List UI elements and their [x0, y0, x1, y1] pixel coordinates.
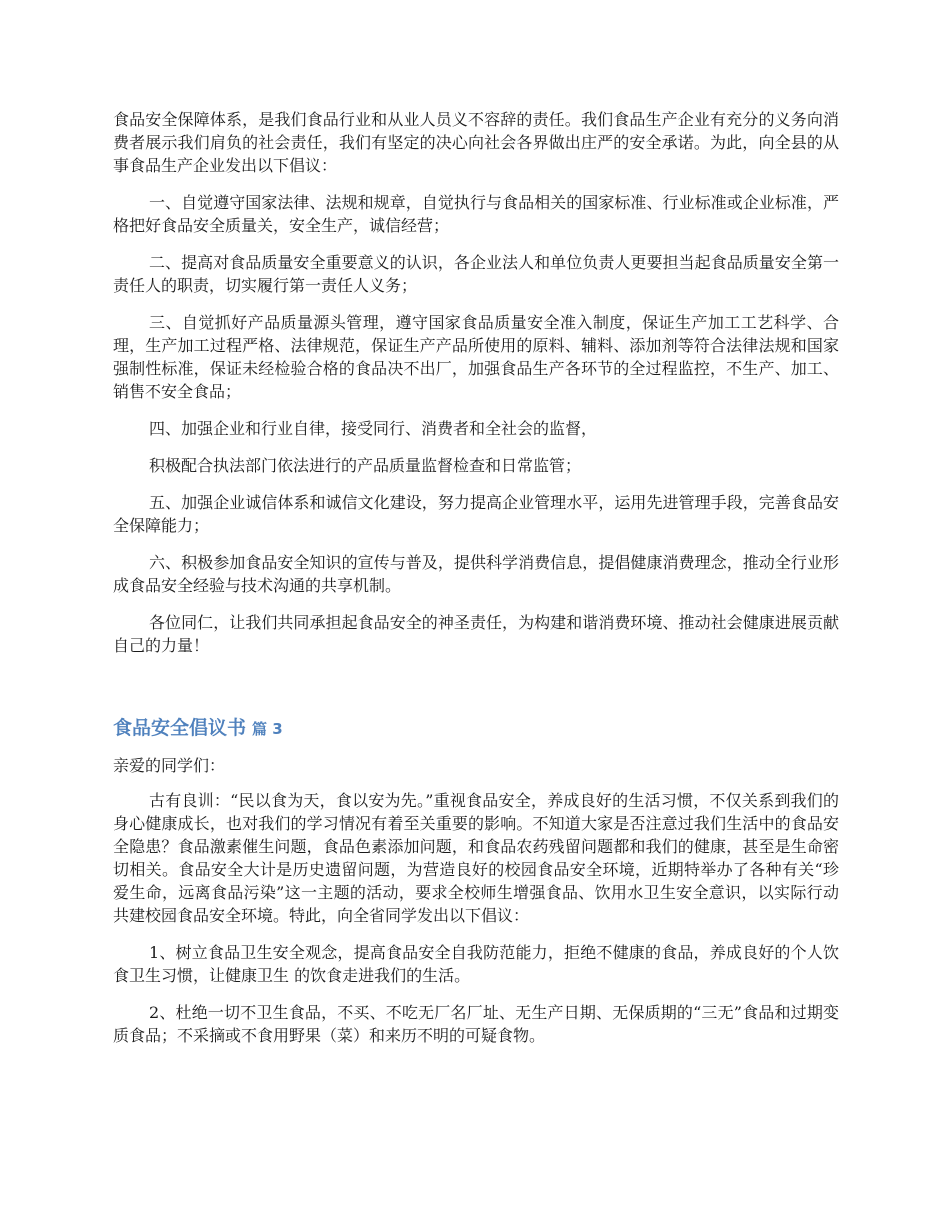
section3-heading-number: 篇 3: [252, 720, 283, 738]
section1-closing: 各位同仁，让我们共同承担起食品安全的神圣责任，为构建和谐消费环境、推动社会健康进展贡献自己的力量！: [113, 613, 839, 655]
section1-item-6: 六、积极参加食品安全知识的宣传与普及，提供科学消费信息，提倡健康消费理念，推动全行业形成食品安全经验与技术沟通的共享机制。: [113, 553, 839, 595]
section1-intro-paragraph: 食品安全保障体系，是我们食品行业和从业人员义不容辞的责任。我们食品生产企业有充分的义务向消费者展示我们肩负的社会责任，我们有坚定的决心向社会各界做出庄严的安全承诺。为此，向全县的从事食品生产企业发出以下倡议：: [113, 110, 839, 175]
section1-item-5: 五、加强企业诚信体系和诚信文化建设，努力提高企业管理水平，运用先进管理手段，完善食品安全保障能力；: [113, 493, 839, 535]
document-page: [113, 108, 839, 1047]
section1-item-1: 一、自觉遵守国家法律、法规和规章，自觉执行与食品相关的国家标准、行业标准或企业标准，严格把好食品安全质量关，安全生产，诚信经营；: [113, 193, 839, 235]
section3-heading-text: 食品安全倡议书: [113, 717, 247, 739]
section3-paragraph-2: 1、树立食品卫生安全观念，提高食品安全自我防范能力，拒绝不健康的食品，养成良好的个人饮食卫生习惯，让健康卫生 的饮食走进我们的生活。: [113, 943, 839, 985]
section1-item-4: 四、加强企业和行业自律，接受同行、消费者和全社会的监督，: [149, 419, 598, 438]
section1-item-3: 三、自觉抓好产品质量源头管理，遵守国家食品质量安全准入制度，保证生产加工工艺科学、合理，生产加工过程严格、法律规范，保证生产产品所使用的原料、辅料、添加剂等符合法律法规和国家强制性标准，保证未经检验合格的食品决不出厂，加强食品生产各环节的全过程监控，不生产、加工、销售不安全食品；: [113, 313, 839, 401]
section3-paragraph-3: 2、杜绝一切不卫生食品，不买、不吃无厂名厂址、无生产日期、无保质期的“三无”食品和过期变质食品；不采摘或不食用野果（菜）和来历不明的可疑食物。: [113, 1003, 839, 1045]
section3-paragraph-1: 古有良训：“民以食为天，食以安为先。”重视食品安全，养成良好的生活习惯，不仅关系到我们的身心健康成长，也对我们的学习情况有着至关重要的影响。不知道大家是否注意过我们生活中的食品安全隐患？食品激素催生问题，食品色素添加问题，和食品农药残留问题都和我们的健康，甚至是生命密切相关。食品安全大计是历史遗留问题，为营造良好的校园食品安全环境，近期特举办了各种有关“珍爱生命，远离食品污染”这一主题的活动，要求全校师生增强食品、饮用水卫生安全意识，以实际行动共建校园食品安全环境。特此，向全省同学发出以下倡议：: [113, 791, 839, 925]
section3-heading: [113, 715, 839, 742]
section1-item-4-continued: 积极配合执法部门依法进行的产品质量监督检查和日常监管；: [149, 456, 582, 475]
section3-salutation: 亲爱的同学们：: [113, 756, 226, 775]
section1-item-2: 二、提高对食品质量安全重要意义的认识，各企业法人和单位负责人更要担当起食品质量安全第一责任人的职责，切实履行第一责任人义务；: [113, 253, 839, 295]
